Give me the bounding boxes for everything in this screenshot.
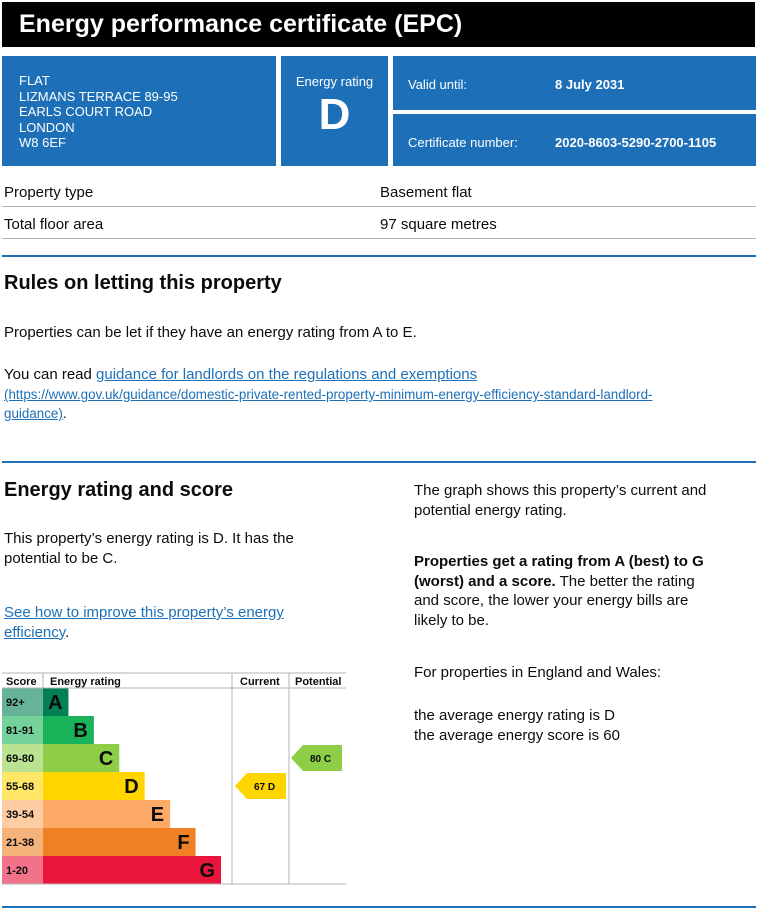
- text-line: the average energy score is 60: [414, 726, 620, 744]
- landlord-guidance-url-line[interactable]: (https://www.gov.uk/guidance/domestic-private-rented-property-minimum-energy-efficiency-standard-landlord-: [4, 387, 653, 402]
- period: .: [65, 623, 70, 641]
- average-rating-text: [414, 706, 620, 745]
- text-line: [414, 572, 704, 592]
- landlord-guidance-url[interactable]: [4, 385, 756, 423]
- current-rating-text: [4, 529, 294, 568]
- text: The better the rating: [555, 572, 695, 590]
- text-line: likely to be.: [414, 611, 490, 629]
- certificate-number-box: [393, 114, 756, 166]
- certificate-number-value: 2020-8603-5290-2700-1105: [555, 135, 717, 150]
- improve-efficiency-link-block[interactable]: [4, 603, 284, 642]
- text-line: [414, 552, 704, 572]
- band-letter: D: [124, 776, 139, 798]
- property-address: [2, 56, 276, 166]
- chart-header-potential: Potential: [295, 676, 342, 688]
- address-line: LONDON: [19, 119, 75, 135]
- energy-rating-label: Energy rating: [295, 74, 374, 89]
- page-title: Energy performance certificate (EPC): [2, 2, 755, 47]
- floor-area-row: [2, 208, 756, 239]
- energy-rating-graph: [0, 672, 350, 888]
- band-score-label: 69-80: [6, 753, 35, 765]
- valid-until-box: [393, 56, 756, 110]
- energy-rating-chart: [0, 672, 350, 893]
- property-type-row: [2, 176, 756, 207]
- band-bar-g: [43, 856, 221, 884]
- chart-header-rating: Energy rating: [50, 676, 121, 688]
- letting-heading: Rules on letting this property: [4, 272, 282, 294]
- england-wales-text: For properties in England and Wales:: [414, 664, 662, 681]
- band-score-label: 1-20: [6, 865, 29, 877]
- band-score-label: 92+: [6, 697, 25, 709]
- graph-description: [414, 481, 706, 520]
- period: .: [62, 406, 67, 421]
- floor-area-value: 97 square metres: [380, 216, 497, 233]
- letting-guidance-prefix: You can read: [4, 366, 97, 383]
- band-score-label: 81-91: [6, 725, 35, 737]
- band-score-label: 21-38: [6, 837, 35, 849]
- energy-score-heading: Energy rating and score: [4, 479, 233, 501]
- valid-until-label: Valid until:: [408, 77, 468, 92]
- band-letter: G: [199, 860, 215, 882]
- landlord-guidance-url-line[interactable]: guidance): [4, 406, 63, 421]
- chart-header-current: Current: [240, 676, 280, 688]
- text-line: potential to be C.: [4, 549, 118, 567]
- text-line: and score, the lower your energy bills are: [414, 592, 689, 609]
- band-letter: C: [98, 748, 114, 770]
- letting-guidance-line: [4, 365, 477, 385]
- bold-text: (worst) and a score.: [414, 572, 556, 590]
- letting-text: Properties can be let if they have an energy rating from A to E.: [4, 324, 417, 341]
- floor-area-label: Total floor area: [4, 216, 104, 233]
- band-letter: A: [47, 692, 63, 714]
- landlord-guidance-link[interactable]: guidance for landlords on the regulations and exemptions: [96, 366, 478, 383]
- energy-rating-box: [281, 56, 388, 166]
- address-line: FLAT: [19, 73, 50, 88]
- address-line: LIZMANS TERRACE 89-95: [19, 88, 178, 104]
- band-letter: F: [177, 832, 190, 854]
- band-letter: B: [73, 720, 88, 742]
- text-line: The graph shows this property’s current and: [414, 482, 707, 499]
- text-line: the average energy rating is D: [414, 707, 615, 724]
- text-line: potential energy rating.: [414, 501, 567, 519]
- certificate-number-label: Certificate number:: [408, 135, 518, 150]
- section-divider: [2, 255, 756, 257]
- chart-header-score: Score: [6, 676, 37, 688]
- band-score-label: 55-68: [6, 781, 35, 793]
- potential-rating-label: 80 C: [309, 754, 332, 765]
- band-bar-f: [43, 828, 196, 856]
- section-divider: [2, 461, 756, 463]
- property-type-value: Basement flat: [380, 184, 472, 201]
- improve-efficiency-link[interactable]: efficiency: [4, 623, 66, 641]
- band-score-label: 39-54: [6, 809, 35, 821]
- rating-explanation: [414, 552, 704, 630]
- address-line: W8 6EF: [19, 135, 66, 151]
- valid-until-value: 8 July 2031: [555, 77, 625, 92]
- text-line: This property’s energy rating is D. It has the: [4, 530, 294, 547]
- current-rating-label: 67 D: [253, 782, 276, 793]
- band-letter: E: [150, 804, 165, 826]
- property-type-label: Property type: [4, 184, 94, 201]
- bold-text: Properties get a rating from A (best) to G: [414, 553, 704, 570]
- address-line: EARLS COURT ROAD: [19, 104, 153, 120]
- improve-efficiency-link[interactable]: See how to improve this property’s energy: [4, 604, 284, 621]
- energy-rating-letter: D: [318, 90, 351, 139]
